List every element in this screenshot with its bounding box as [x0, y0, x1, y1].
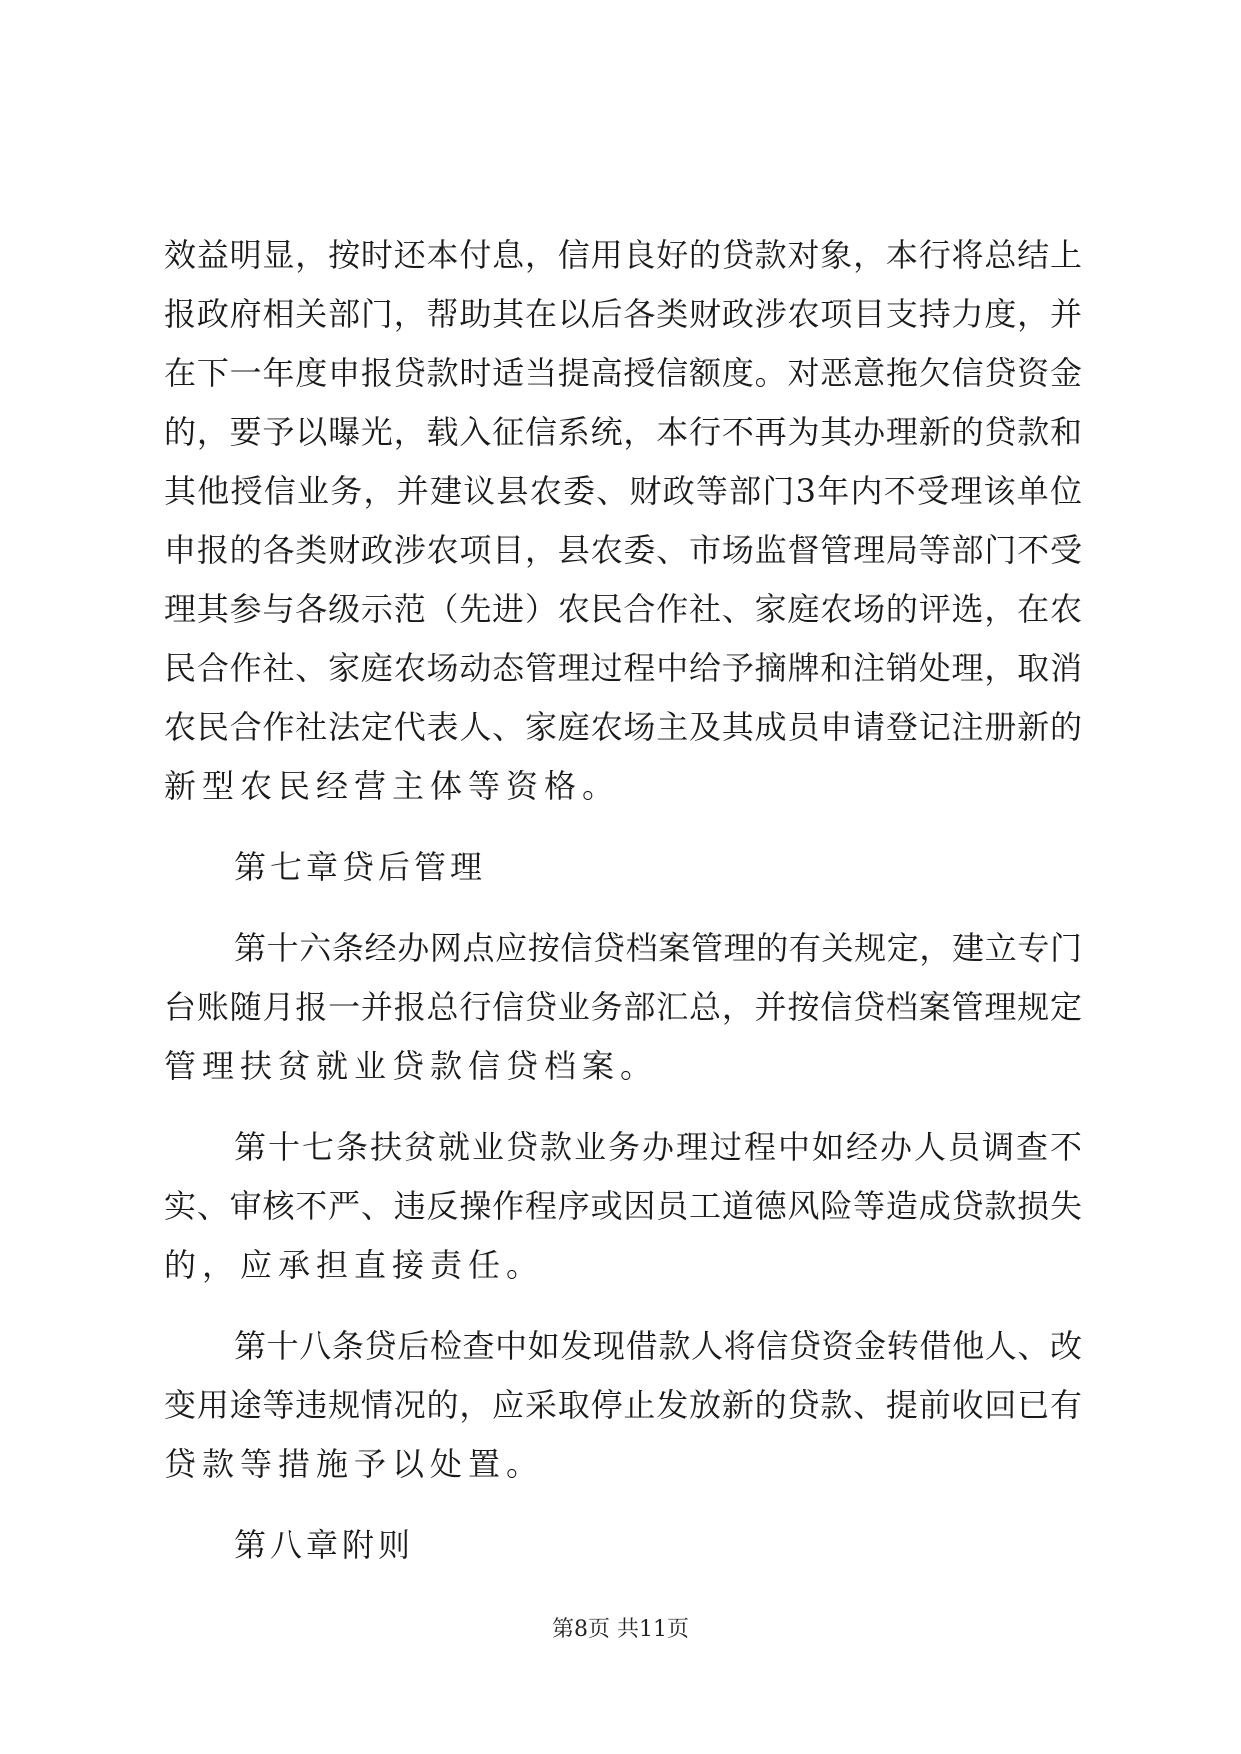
text-line: 理其参与各级示范（先进）农民合作社、家庭农场的评选，在农 — [164, 590, 1082, 628]
text-line: 第十八条贷后检查中如发现借款人将信贷资金转借他人、改 — [234, 1327, 1082, 1365]
article-16 — [164, 919, 1082, 1096]
text-line: 的，要予以曝光，载入征信系统，本行不再为其办理新的贷款和 — [164, 413, 1082, 451]
text-line: 新型农民经营主体等资格。 — [164, 767, 621, 805]
text-line: 台账随月报一并报总行信贷业务部汇总，并按信贷档案管理规定 — [164, 988, 1082, 1026]
text-line: 其他授信业务，并建议县农委、财政等部门3年内不受理该单位 — [164, 472, 1082, 510]
article-18 — [164, 1317, 1082, 1494]
text-line: 的，应承担直接责任。 — [164, 1246, 545, 1284]
text-line: 实、审核不严、违反操作程序或因员工道德风险等造成贷款损失 — [164, 1187, 1082, 1225]
text-line: 管理扶贫就业贷款信贷档案。 — [164, 1047, 659, 1085]
text-line: 效益明显，按时还本付息，信用良好的贷款对象，本行将总结上 — [164, 236, 1082, 274]
text-line: 民合作社、家庭农场动态管理过程中给予摘牌和注销处理，取消 — [164, 649, 1082, 687]
text-line: 报政府相关部门，帮助其在以后各类财政涉农项目支持力度，并 — [164, 295, 1082, 333]
document-body — [164, 226, 1082, 1575]
text-line: 申报的各类财政涉农项目，县农委、市场监督管理局等部门不受 — [164, 531, 1082, 569]
text-line: 贷款等措施予以处置。 — [164, 1445, 545, 1483]
text-line: 第十七条扶贫就业贷款业务办理过程中如经办人员调查不 — [234, 1128, 1082, 1166]
chapter-heading-7: 第七章贷后管理 — [234, 848, 487, 886]
text-line: 农民合作社法定代表人、家庭农场主及其成员申请登记注册新的 — [164, 708, 1082, 746]
article-17 — [164, 1118, 1082, 1295]
text-line: 变用途等违规情况的，应采取停止发放新的贷款、提前收回已有 — [164, 1386, 1082, 1424]
text-line: 第十六条经办网点应按信贷档案管理的有关规定，建立专门 — [234, 929, 1082, 967]
page-number-footer: 第8页 共11页 — [552, 1617, 689, 1642]
chapter-heading-8: 第八章附则 — [234, 1526, 415, 1564]
text-line: 在下一年度申报贷款时适当提高授信额度。对恶意拖欠信贷资金 — [164, 354, 1082, 392]
paragraph-continued — [164, 226, 1082, 816]
